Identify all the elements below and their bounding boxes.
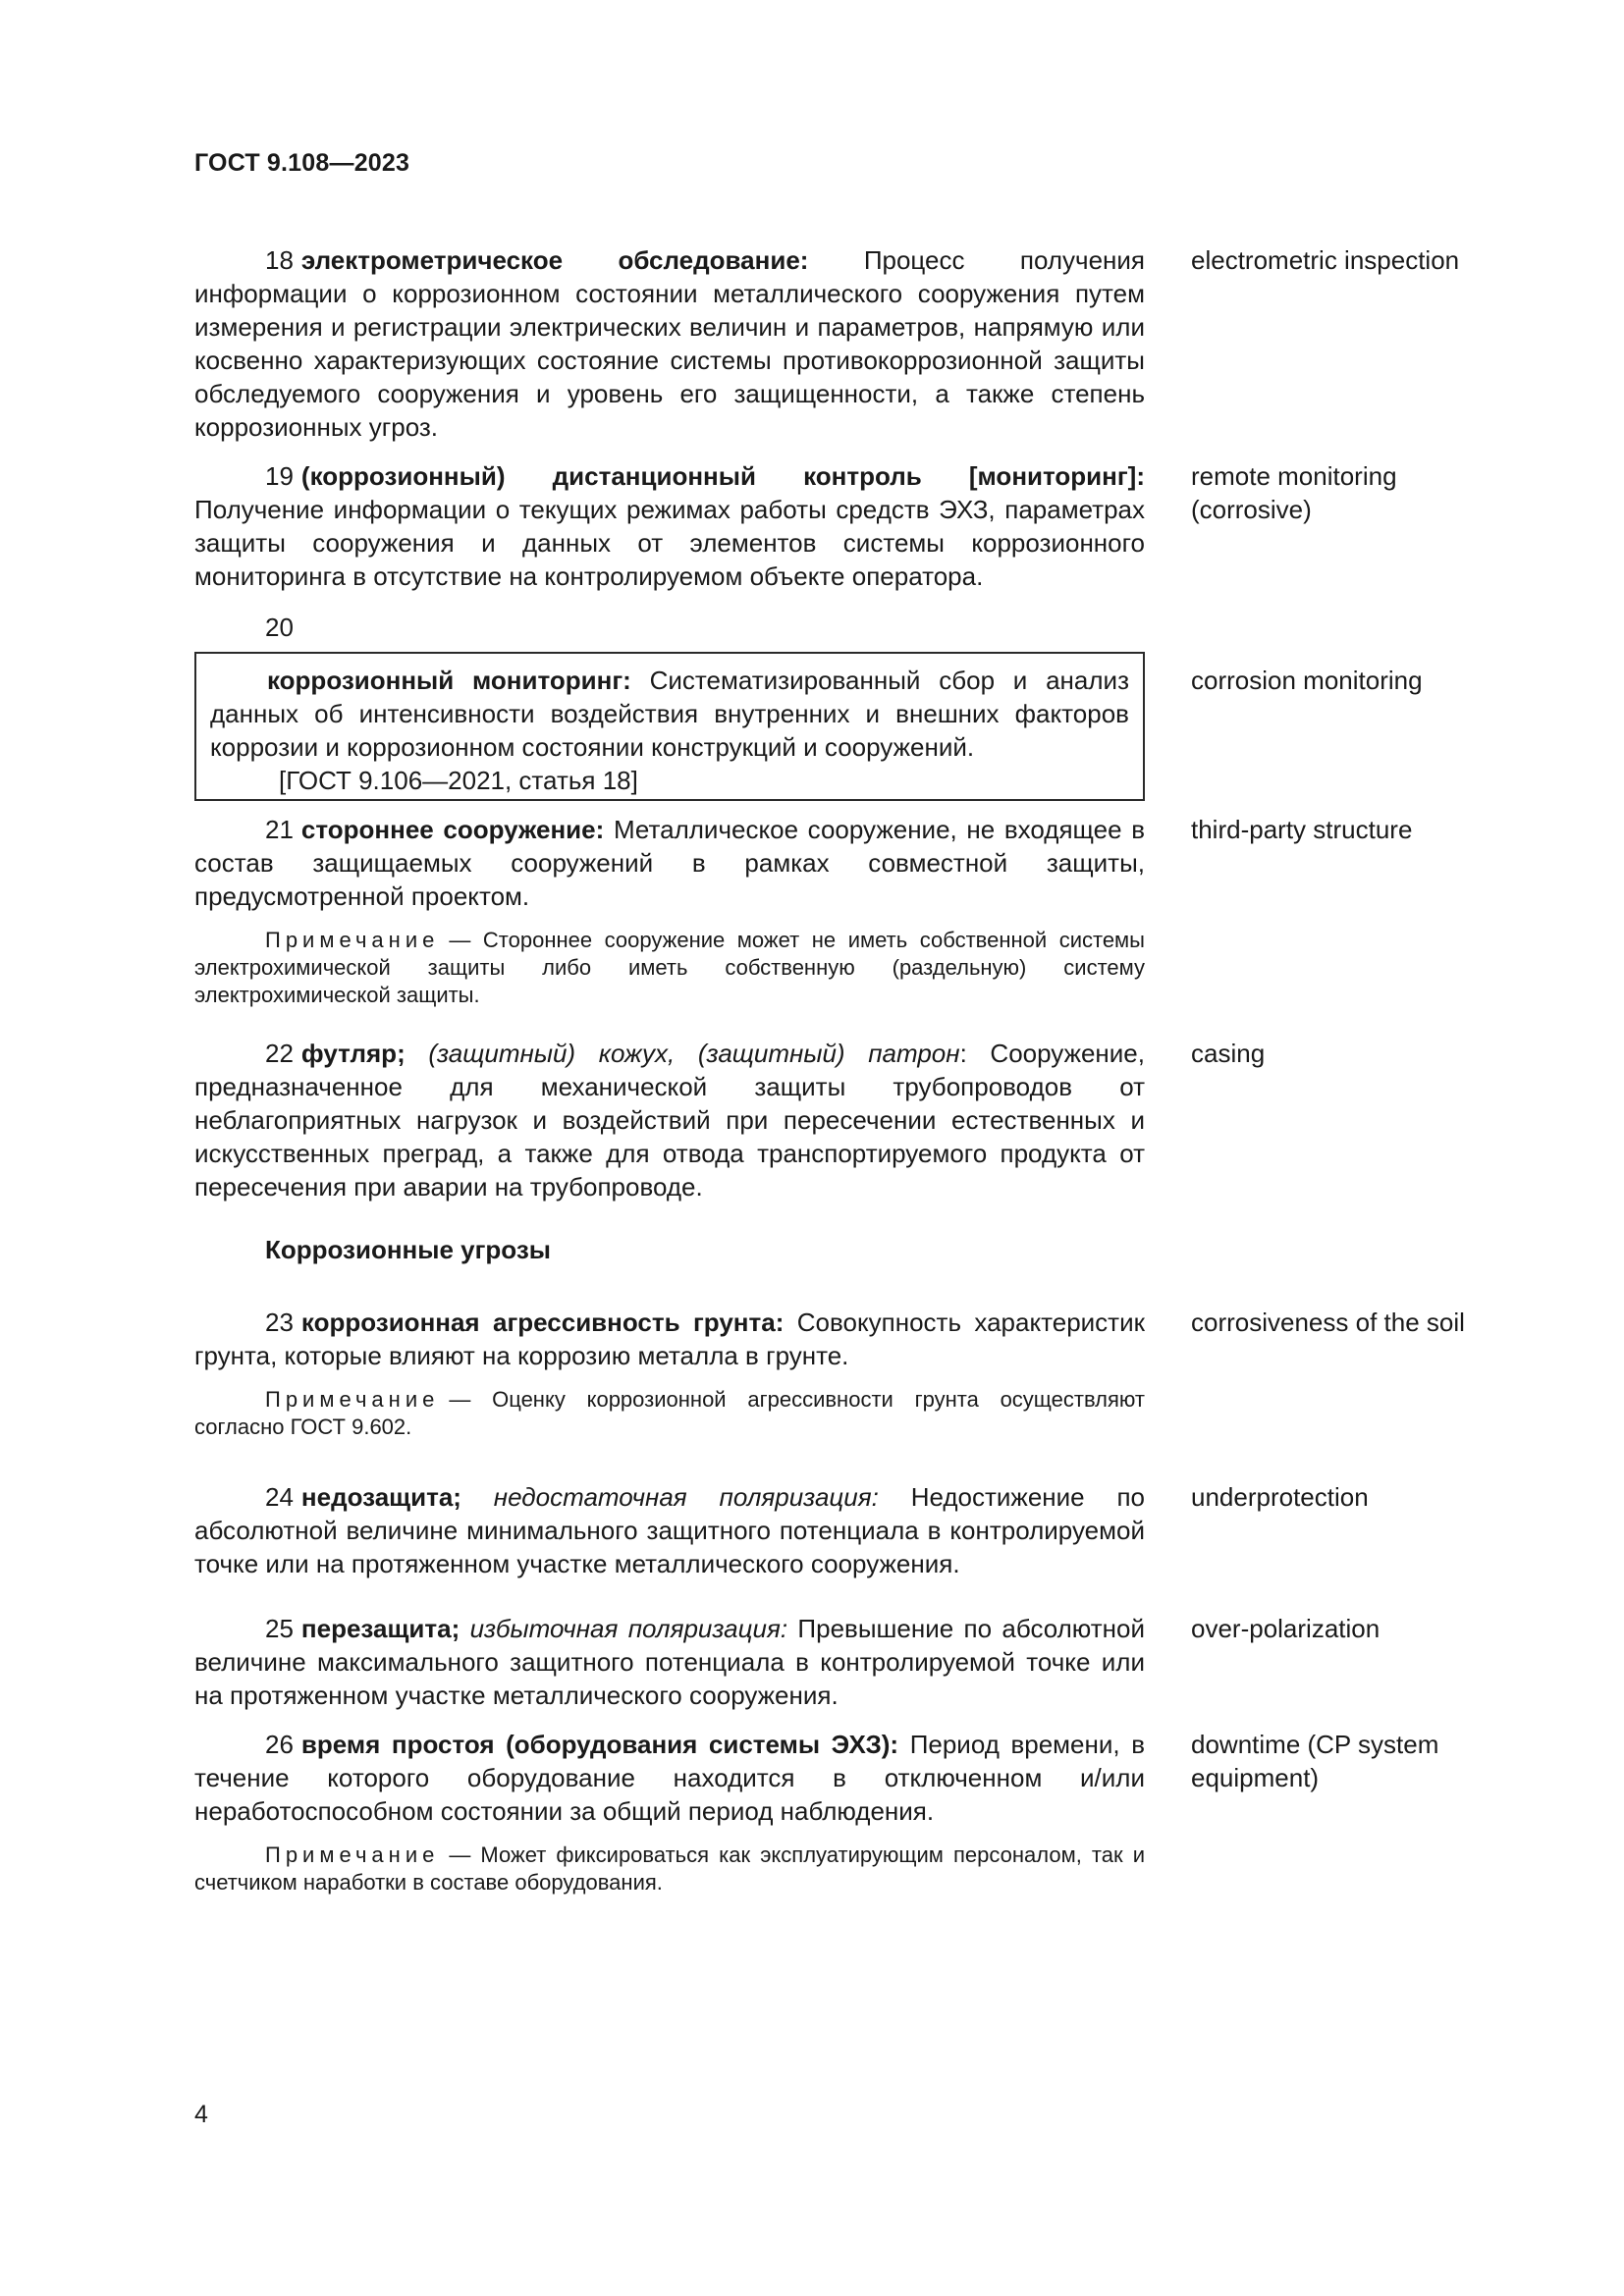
term-18-english: electrometric inspection — [1191, 245, 1460, 275]
term-name: недозащита; — [300, 1482, 461, 1512]
term-21-note — [194, 927, 1145, 1009]
term-definition: Недостижение по абсолютной величине минимального защитного потенциала в контролируемой точке или на протяженном участке металлического сооружения. — [194, 1482, 1145, 1578]
term-definition: Совокупность характеристик грунта, которые влияют на коррозию металла в грунте. — [194, 1308, 1145, 1370]
term-20-number: 20 — [265, 613, 294, 642]
term-20-text — [210, 664, 1129, 764]
term-23-english: corrosiveness of the soil — [1191, 1308, 1465, 1337]
term-25-text — [194, 1612, 1145, 1712]
section-title: Коррозионные угрозы — [265, 1235, 551, 1264]
term-definition: Металлическое сооружение, не входящее в состав защищаемых сооружений в рамках совместной защиты, предусмотренной проектом. — [194, 815, 1146, 911]
term-number: 26 — [265, 1730, 294, 1759]
term-definition: Систематизированный сбор и анализ данных об интенсивности воздействия внутренних и внешних факторов коррозии и коррозионном состоянии конструкций и сооружений. — [210, 666, 1129, 762]
term-18 — [194, 243, 1145, 444]
term-22-english: casing — [1191, 1039, 1266, 1068]
term-22 — [194, 1037, 1145, 1203]
term-24-text — [194, 1480, 1145, 1580]
term-definition: Получение информации о текущих режимах работы средств ЭХЗ, параметрах защиты сооружения и данных от элементов системы коррозионного мониторинга в отсутствие на контролируемом объекте оператора. — [194, 495, 1145, 591]
term-number: 24 — [265, 1482, 294, 1512]
note-text: — Может фиксироваться как эксплуатирующим персоналом, так и счетчиком наработки в составе оборудования. — [194, 1842, 1145, 1895]
term-23-note — [194, 1386, 1145, 1441]
note-label: Примечание — [265, 928, 440, 952]
term-synonyms: недостаточная поляризация: — [493, 1482, 879, 1512]
term-20-box — [194, 652, 1145, 801]
note-label: Примечание — [265, 1842, 440, 1867]
term-number: 22 — [265, 1039, 294, 1068]
term-number: 25 — [265, 1614, 294, 1643]
note-text: — Стороннее сооружение может не иметь собственной системы электрохимической защиты либо иметь собственную (раздельную) систему электрохимической защиты. — [194, 928, 1145, 1007]
term-20-english: corrosion monitoring — [1191, 666, 1423, 695]
page-header: ГОСТ 9.108—2023 — [194, 149, 410, 177]
term-name: стороннее сооружение: — [300, 815, 605, 844]
term-number: 19 — [265, 461, 294, 491]
term-name: электрометрическое обследование: — [300, 245, 809, 275]
page-number: 4 — [194, 2101, 208, 2128]
term-name: коррозионный мониторинг: — [267, 666, 631, 695]
term-number: 18 — [265, 245, 294, 275]
term-20-reference: [ГОСТ 9.106—2021, статья 18] — [279, 766, 638, 795]
term-24 — [194, 1480, 1145, 1580]
term-synonyms: избыточная поляризация: — [469, 1614, 788, 1643]
term-name: время простоя (оборудования системы ЭХЗ): — [300, 1730, 899, 1759]
term-definition: Процесс получения информации о коррозионном состоянии металлического сооружения путем измерения и регистрации электрических величин и параметров, напрямую или косвенно характеризующих состояние системы противокоррозионной защиты обследуемого сооружения и уровень его защищенности, а также степень коррозионных угроз. — [194, 245, 1145, 442]
term-22-text — [194, 1037, 1145, 1203]
term-23-text — [194, 1306, 1145, 1372]
term-26-note — [194, 1842, 1145, 1896]
term-definition: Период времени, в течение которого оборудование находится в отключенном и/или неработоспособном состоянии за общий период наблюдения. — [194, 1730, 1146, 1826]
term-definition: Превышение по абсолютной величине максимального защитного потенциала в контролируемой точке или на протяженном участке металлического сооружения. — [194, 1614, 1145, 1710]
term-name: (коррозионный) дистанционный контроль [мониторинг]: — [300, 461, 1145, 491]
term-25-english: over-polarization — [1191, 1614, 1380, 1643]
term-26-text — [194, 1728, 1145, 1828]
term-18-text — [194, 243, 1145, 444]
term-name: перезащита; — [300, 1614, 460, 1643]
term-number: 23 — [265, 1308, 294, 1337]
note-text: — Оценку коррозионной агрессивности грунта осуществляют согласно ГОСТ 9.602. — [194, 1387, 1145, 1439]
term-23 — [194, 1306, 1145, 1441]
note-label: Примечание — [265, 1387, 440, 1412]
term-19-english: remote monitoring (corrosive) — [1191, 461, 1397, 524]
term-19-text — [194, 459, 1145, 593]
term-21-text — [194, 813, 1145, 913]
term-24-english: underprotection — [1191, 1482, 1369, 1512]
term-name: коррозионная агрессивность грунта: — [300, 1308, 785, 1337]
term-26 — [194, 1728, 1145, 1896]
term-21 — [194, 813, 1145, 1009]
term-definition: : Сооружение, предназначенное для механической защиты трубопроводов от неблагоприятных нагрузок и воздействий при пересечении естественных и искусственных преград, а также для отвода транспортируемого продукта от пересечения при аварии на трубопроводе. — [194, 1039, 1145, 1201]
term-25 — [194, 1612, 1145, 1712]
term-19 — [194, 459, 1145, 593]
term-number: 21 — [265, 815, 294, 844]
term-synonyms: (защитный) кожух, (защитный) патрон — [428, 1039, 960, 1068]
term-name: футляр; — [300, 1039, 406, 1068]
term-26-english: downtime (CP system equipment) — [1191, 1730, 1439, 1792]
term-21-english: third-party structure — [1191, 815, 1413, 844]
